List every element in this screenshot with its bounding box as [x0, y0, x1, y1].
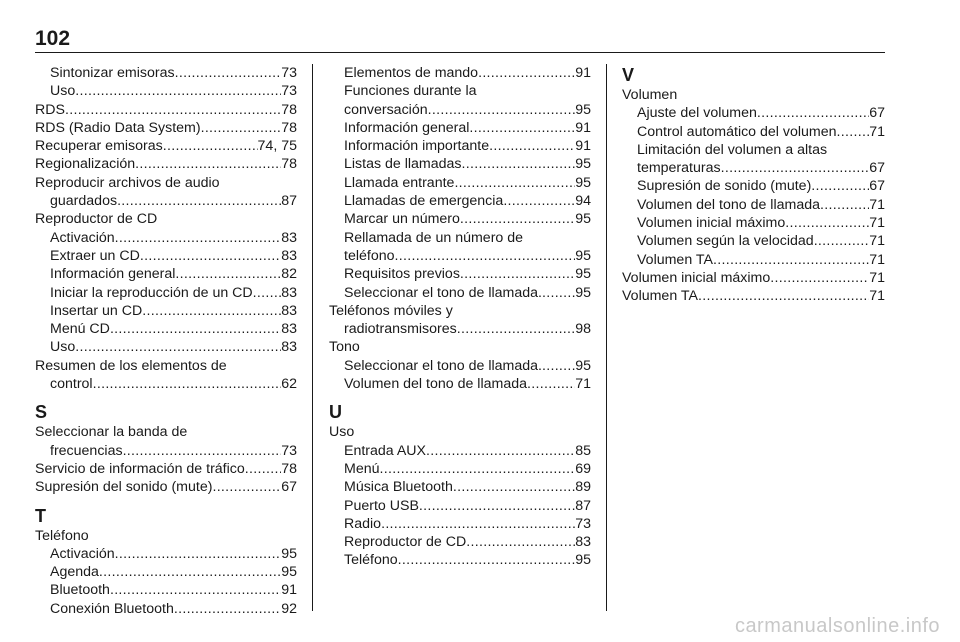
index-entry-page: 71	[869, 123, 885, 140]
header-rule	[35, 52, 885, 53]
dot-leader	[721, 159, 870, 177]
index-column-3	[622, 64, 885, 306]
index-entry	[622, 214, 885, 232]
index-entry-label: Ajuste del volumen	[637, 105, 757, 122]
index-entry	[35, 155, 297, 173]
index-entry	[35, 581, 297, 599]
index-entry-label: Volumen del tono de llamada	[637, 196, 820, 213]
dot-leader	[99, 563, 281, 581]
index-entry-page: 78	[281, 460, 297, 477]
dot-leader	[527, 375, 575, 393]
index-entry-label: Teléfono	[344, 552, 398, 569]
index-letter-heading: T	[35, 505, 46, 526]
index-entry	[622, 159, 885, 177]
index-entry-label: Requisitos previos	[344, 266, 460, 283]
index-entry-page: 95	[575, 357, 591, 374]
index-entry-label: Seleccionar el tono de llamada.	[344, 357, 542, 374]
index-entry-label: Volumen según la velocidad	[637, 233, 814, 250]
index-entry-page: 95	[575, 174, 591, 191]
index-column-1	[35, 64, 297, 618]
dot-leader	[462, 155, 576, 173]
index-entry-page: 92	[281, 600, 297, 617]
index-entry	[329, 478, 591, 496]
dot-leader	[123, 442, 282, 460]
index-entry-label: temperaturas	[637, 160, 721, 177]
index-entry-label: Información general	[344, 119, 470, 136]
dot-leader	[163, 137, 258, 155]
index-entry	[329, 515, 591, 533]
index-entry	[35, 284, 297, 302]
index-entry	[35, 545, 297, 563]
index-entry	[329, 320, 591, 338]
index-entry-page: 85	[575, 442, 591, 459]
index-entry-label: Música Bluetooth	[344, 479, 453, 496]
index-entry	[35, 101, 297, 119]
index-entry-label: RDS	[35, 101, 65, 118]
index-entry-label: Agenda	[50, 564, 99, 581]
index-entry-page: 71	[869, 233, 885, 250]
index-entry-text: Uso	[329, 424, 355, 441]
index-entry-label: Regionalización	[35, 156, 136, 173]
dot-leader	[135, 155, 281, 173]
index-entry	[35, 82, 297, 100]
index-entry-page: 95	[575, 552, 591, 569]
index-entry-page: 87	[575, 497, 591, 514]
index-entry-label: Información importante	[344, 138, 490, 155]
index-entry-label: conversación	[344, 101, 428, 118]
index-entry-label: Volumen inicial máximo	[637, 215, 786, 232]
dot-leader	[503, 192, 575, 210]
index-entry	[35, 375, 297, 393]
dot-leader	[698, 287, 869, 305]
index-entry-page: 78	[281, 119, 297, 136]
dot-leader	[460, 265, 575, 283]
dot-leader	[245, 460, 281, 478]
index-entry-label: Reproductor de CD	[344, 534, 467, 551]
index-entry	[622, 177, 885, 195]
index-entry-page: 89	[575, 479, 591, 496]
dot-leader	[253, 284, 282, 302]
index-entry	[329, 119, 591, 137]
dot-leader	[453, 478, 575, 496]
index-entry	[35, 320, 297, 338]
index-entry-page: 71	[575, 376, 591, 393]
index-entry-page: 73	[575, 515, 591, 532]
dot-leader	[175, 64, 282, 82]
index-entry	[35, 338, 297, 356]
index-entry	[329, 357, 591, 375]
index-entry	[35, 137, 297, 155]
index-entry-page: 95	[575, 101, 591, 118]
index-entry-label: Menú CD	[50, 321, 110, 338]
index-entry	[622, 269, 885, 287]
index-entry-page: 95	[575, 284, 591, 301]
index-entry-page: 94	[575, 193, 591, 210]
index-entry-page: 83	[281, 302, 297, 319]
index-entry	[329, 137, 591, 155]
index-entry-page: 91	[575, 65, 591, 81]
index-entry-label: Bluetooth	[50, 582, 110, 599]
index-entry-page: 67	[869, 160, 885, 177]
index-entry-label: Insertar un CD	[50, 302, 143, 319]
index-entry-page: 95	[575, 156, 591, 173]
index-entry-page: 71	[869, 288, 885, 305]
index-entry-label: Marcar un número	[344, 211, 460, 228]
index-entry	[35, 460, 297, 478]
index-entry-label: Extraer un CD	[50, 247, 140, 264]
dot-leader	[460, 210, 575, 228]
dot-leader	[426, 442, 575, 460]
index-entry-page: 67	[869, 178, 885, 195]
index-entry-page: 78	[281, 156, 297, 173]
index-entry-label: Volumen TA	[622, 288, 698, 305]
index-entry	[329, 155, 591, 173]
index-entry	[329, 375, 591, 393]
index-entry	[35, 119, 297, 137]
index-entry	[35, 478, 297, 496]
dot-leader	[398, 551, 576, 569]
dot-leader	[542, 357, 575, 375]
index-entry-page: 73	[281, 442, 297, 459]
dot-leader	[75, 82, 281, 100]
index-entry	[622, 232, 885, 250]
dot-leader	[811, 177, 869, 195]
dot-leader	[380, 460, 576, 478]
index-entry-label: Seleccionar el tono de llamada.	[344, 284, 542, 301]
index-entry	[329, 247, 591, 265]
index-entry	[35, 302, 297, 320]
index-entry-label: Entrada AUX	[344, 442, 427, 459]
dot-leader	[201, 119, 282, 137]
index-entry-label: Radio	[344, 515, 382, 532]
page-number: 102	[35, 27, 71, 50]
index-entry	[329, 192, 591, 210]
index-entry-text: Teléfonos móviles y	[329, 302, 453, 319]
index-entry-label: RDS (Radio Data System)	[35, 119, 201, 136]
index-entry-page: 91	[575, 138, 591, 155]
dot-leader	[93, 375, 282, 393]
index-entry-page: 71	[869, 269, 885, 286]
index-entry-label: Conexión Bluetooth	[50, 600, 174, 617]
index-entry-page: 73	[281, 83, 297, 100]
index-entry-text: Reproductor de CD	[35, 211, 158, 228]
dot-leader	[469, 119, 575, 137]
dot-leader	[117, 192, 281, 210]
index-entry	[35, 64, 297, 82]
index-entry-page: 62	[281, 376, 297, 393]
index-entry-text: Teléfono	[35, 527, 89, 544]
index-entry	[622, 287, 885, 305]
index-entry-label: Supresión de sonido (mute)	[637, 178, 812, 195]
index-entry-label: Puerto USB	[344, 497, 419, 514]
dot-leader	[466, 533, 575, 551]
index-entry-label: Iniciar la reproducción de un CD	[50, 284, 253, 301]
dot-leader	[457, 320, 575, 338]
dot-leader	[115, 545, 282, 563]
index-entry-page: 95	[281, 564, 297, 581]
dot-leader	[770, 269, 869, 287]
index-entry-label: Llamadas de emergencia	[344, 193, 504, 210]
dot-leader	[140, 247, 281, 265]
index-entry-page: 74, 75	[257, 138, 297, 155]
index-entry-text: Seleccionar la banda de	[35, 424, 188, 441]
index-entry-page: 91	[575, 119, 591, 136]
index-entry-page: 78	[281, 101, 297, 118]
index-entry	[35, 247, 297, 265]
index-entry-page: 87	[281, 193, 297, 210]
index-entry	[622, 123, 885, 141]
index-entry-page: 91	[281, 582, 297, 599]
index-letter-heading: U	[329, 402, 342, 423]
index-entry-text: Funciones durante la	[344, 83, 477, 100]
dot-leader	[65, 101, 281, 119]
dot-leader	[175, 265, 281, 283]
index-entry	[329, 64, 591, 82]
index-entry	[622, 104, 885, 122]
dot-leader	[110, 320, 281, 338]
index-entry	[622, 251, 885, 269]
index-entry-label: Uso	[50, 339, 76, 356]
dot-leader	[757, 104, 869, 122]
index-entry-label: Uso	[50, 83, 76, 100]
dot-leader	[419, 497, 575, 515]
index-entry-page: 71	[869, 215, 885, 232]
dot-leader	[110, 581, 281, 599]
index-entry-page: 83	[281, 247, 297, 264]
dot-leader	[75, 338, 281, 356]
index-entry-label: radiotransmisores	[344, 321, 457, 338]
index-entry-page: 83	[281, 321, 297, 338]
index-entry	[35, 192, 297, 210]
index-entry-label: guardados	[50, 193, 118, 210]
index-entry-page: 95	[575, 247, 591, 264]
index-entry	[622, 196, 885, 214]
index-entry-label: Servicio de información de tráfico	[35, 460, 245, 477]
index-entry-page: 82	[281, 266, 297, 283]
index-entry-label: Volumen TA	[637, 251, 713, 268]
index-entry-page: 83	[281, 339, 297, 356]
index-entry-label: Información general	[50, 266, 176, 283]
index-entry-label: Llamada entrante	[344, 174, 455, 191]
index-entry-label: Activación	[50, 545, 115, 562]
index-entry-label: Elementos de mando	[344, 65, 479, 81]
index-entry	[329, 284, 591, 302]
dot-leader	[381, 515, 575, 533]
index-entry	[329, 442, 591, 460]
index-entry	[35, 442, 297, 460]
index-entry-text: Reproducir archivos de audio	[35, 174, 220, 191]
index-entry-page: 95	[281, 545, 297, 562]
index-entry-label: frecuencias	[50, 442, 123, 459]
index-entry-page: 71	[869, 251, 885, 268]
index-entry	[329, 551, 591, 569]
index-entry-text: Volumen	[622, 87, 678, 103]
dot-leader	[212, 478, 281, 496]
index-entry-page: 95	[575, 211, 591, 228]
index-entry-page: 73	[281, 65, 297, 81]
index-entry-label: Menú	[344, 460, 380, 477]
column-divider-1	[312, 64, 313, 611]
index-entry	[35, 563, 297, 581]
index-entry-page: 67	[281, 479, 297, 496]
dot-leader	[820, 196, 869, 214]
index-entry	[35, 265, 297, 283]
dot-leader	[478, 64, 575, 82]
index-entry	[329, 497, 591, 515]
index-entry-text: Resumen de los elementos de	[35, 357, 227, 374]
dot-leader	[542, 284, 575, 302]
dot-leader	[174, 600, 281, 618]
index-entry	[35, 600, 297, 618]
index-entry-label: control	[50, 376, 93, 393]
index-entry	[329, 265, 591, 283]
dot-leader	[428, 101, 576, 119]
index-entry-page: 95	[575, 266, 591, 283]
index-entry-label: Activación	[50, 229, 115, 246]
index-letter-heading: S	[35, 402, 48, 423]
index-entry	[329, 101, 591, 119]
dot-leader	[785, 214, 869, 232]
index-entry	[329, 460, 591, 478]
index-entry-label: Listas de llamadas	[344, 156, 462, 173]
index-entry-text: Rellamada de un número de	[344, 229, 524, 246]
index-entry-label: Control automático del volumen	[637, 123, 837, 140]
index-entry-label: Volumen inicial máximo	[622, 269, 771, 286]
index-column-2	[329, 64, 591, 570]
index-entry-label: Recuperar emisoras	[35, 138, 163, 155]
index-entry-page: 69	[575, 460, 591, 477]
dot-leader	[489, 137, 575, 155]
index-entry-label: Supresión del sonido (mute)	[35, 479, 213, 496]
index-entry-page: 98	[575, 321, 591, 338]
dot-leader	[814, 232, 870, 250]
index-entry-page: 83	[281, 284, 297, 301]
index-entry-label: Sintonizar emisoras	[50, 65, 175, 81]
index-entry-label: Volumen del tono de llamada	[344, 376, 527, 393]
dot-leader	[713, 251, 869, 269]
dot-leader	[454, 174, 575, 192]
watermark: carmanualsonline.info	[734, 615, 940, 637]
index-entry-text: Tono	[329, 339, 360, 356]
index-entry	[329, 533, 591, 551]
index-entry-page: 83	[575, 534, 591, 551]
dot-leader	[395, 247, 576, 265]
dot-leader	[115, 229, 282, 247]
index-entry-label: teléfono	[344, 247, 395, 264]
index-entry	[329, 210, 591, 228]
index-entry-text: Limitación del volumen a altas	[637, 141, 828, 158]
index-entry-page: 71	[869, 196, 885, 213]
index-letter-heading: V	[622, 65, 635, 85]
dot-leader	[142, 302, 281, 320]
column-divider-2	[606, 64, 607, 611]
index-entry	[329, 174, 591, 192]
dot-leader	[837, 123, 870, 141]
index-entry	[35, 229, 297, 247]
index-entry-page: 67	[869, 105, 885, 122]
index-entry-page: 83	[281, 229, 297, 246]
